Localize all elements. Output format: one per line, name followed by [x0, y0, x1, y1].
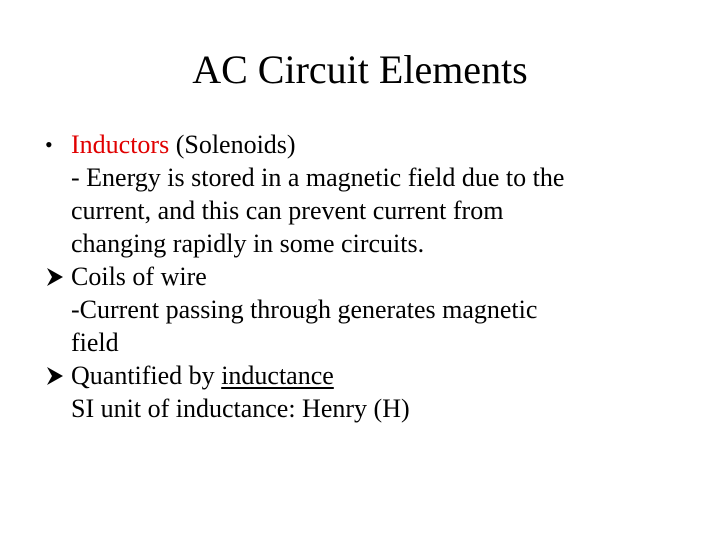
bullet-inductors-line-3: changing rapidly in some circuits.: [71, 229, 425, 258]
bullet-coils-heading: Coils of wire: [71, 262, 207, 291]
arrow-bullet-icon: [44, 359, 70, 392]
round-bullet-icon: •: [45, 132, 53, 157]
bullet-inductance-prefix: Quantified by: [71, 361, 222, 390]
bullet-coils-line-2: field: [71, 328, 119, 357]
arrow-bullet-icon: [44, 260, 70, 293]
term-inductors-suffix: (Solenoids): [169, 130, 296, 159]
bullet-inductance-heading: [71, 359, 685, 392]
term-inductors: Inductors: [71, 130, 170, 159]
bullet-coils-line-1: -Current passing through generates magnetic: [71, 295, 538, 324]
bullet-inductors-heading: [71, 128, 685, 161]
bullet-inductance: [45, 359, 685, 425]
bullet-inductors-line-2: current, and this can prevent current from: [71, 196, 504, 225]
bullet-inductance-line-1: SI unit of inductance: Henry (H): [71, 394, 410, 423]
bullet-inductors: [45, 128, 685, 260]
slide-body: [45, 128, 685, 425]
slide-title: AC Circuit Elements: [192, 47, 528, 92]
bullet-inductors-line-1: - Energy is stored in a magnetic field due to the: [71, 163, 565, 192]
term-inductance: inductance: [221, 361, 334, 390]
bullet-coils: [45, 260, 685, 359]
